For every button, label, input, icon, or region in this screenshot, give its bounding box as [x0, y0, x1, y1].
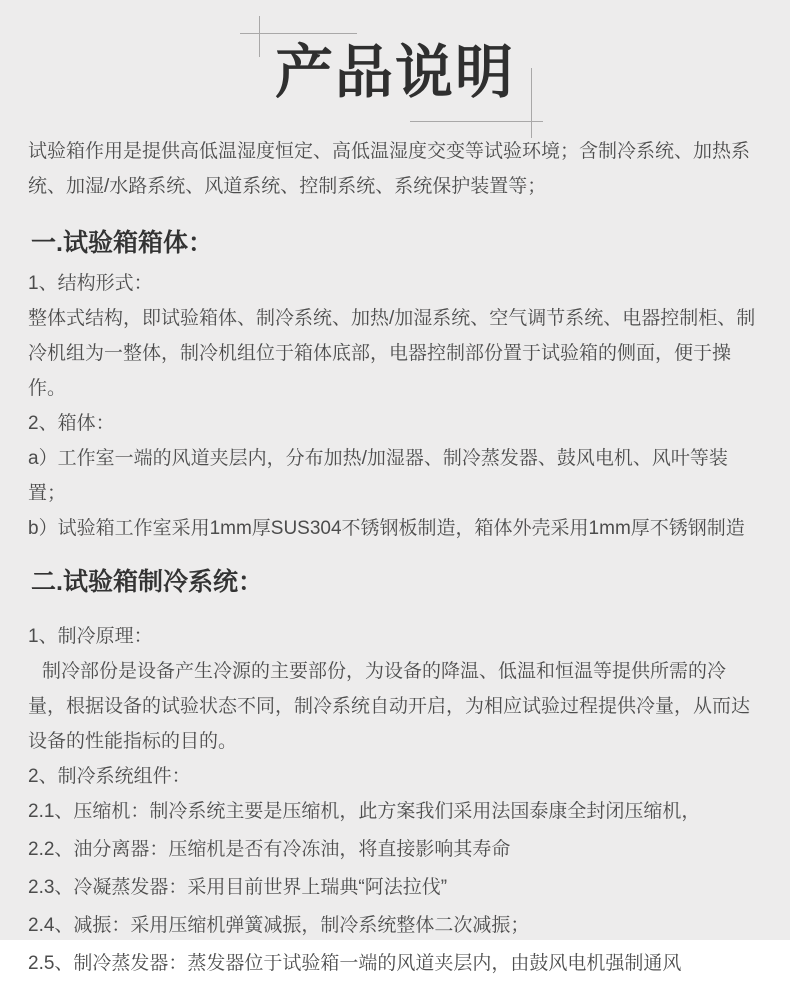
section-1-item-b: b）试验箱工作室采用1mm厚SUS304不锈钢板制造，箱体外壳采用1mm厚不锈钢制造	[28, 518, 745, 539]
section-1-subhead-structure: 1、结构形式：	[28, 273, 153, 294]
crosshair-bottom-right-horizontal-line	[410, 121, 543, 122]
section-2-paragraph-principle: 制冷部份是设备产生冷源的主要部份，为设备的降温、低温和恒温等提供所需的冷量，根据设备的试验状态不同，制冷系统自动开启，为相应试验过程提供冷量，从而达设备的性能指标的目的。	[28, 661, 751, 752]
section-2-subhead-principle: 1、制冷原理：	[28, 626, 153, 647]
section-2-item-damping: 2.4、减振：采用压缩机弹簧减振，制冷系统整体二次减振；	[28, 915, 530, 936]
section-2-item-compressor: 2.1、压缩机：制冷系统主要是压缩机，此方案我们采用法国泰康全封闭压缩机，	[28, 801, 701, 822]
section-1-subhead-cabinet: 2、箱体：	[28, 413, 115, 434]
section-2-item-oil-separator: 2.2、油分离器：压缩机是否有冷冻油，将直接影响其寿命	[28, 839, 511, 860]
section-2-subhead-components: 2、制冷系统组件：	[28, 766, 191, 787]
crosshair-top-left-vertical-line	[259, 16, 260, 57]
section-2-heading: 二.试验箱制冷系统：	[31, 568, 263, 596]
page-title: 产品说明	[274, 40, 515, 105]
crosshair-bottom-right-vertical-line	[531, 68, 532, 138]
section-1-item-a: a）工作室一端的风道夹层内，分布加热/加湿器、制冷蒸发器、鼓风电机、风叶等装置；	[28, 448, 728, 504]
crosshair-top-left-horizontal-line	[240, 33, 357, 34]
section-1-heading: 一.试验箱箱体：	[31, 229, 213, 257]
section-2-item-condenser-evaporator: 2.3、冷凝蒸发器：采用目前世界上瑞典“阿法拉伐”	[28, 877, 448, 898]
document-body	[0, 134, 790, 981]
intro-paragraph: 试验箱作用是提供高低温湿度恒定、高低温湿度交变等试验环境；含制冷系统、加热系统、加湿/水路系统、风道系统、控制系统、系统保护装置等；	[28, 141, 751, 197]
section-1-paragraph-structure: 整体式结构，即试验箱体、制冷系统、加热/加湿系统、空气调节系统、电器控制柜、制冷机组为一整体，制冷机组位于箱体底部，电器控制部份置于试验箱的侧面，便于操作。	[28, 308, 756, 399]
section-2-item-cooling-evaporator: 2.5、制冷蒸发器：蒸发器位于试验箱一端的风道夹层内，由鼓风电机强制通风	[28, 953, 682, 974]
